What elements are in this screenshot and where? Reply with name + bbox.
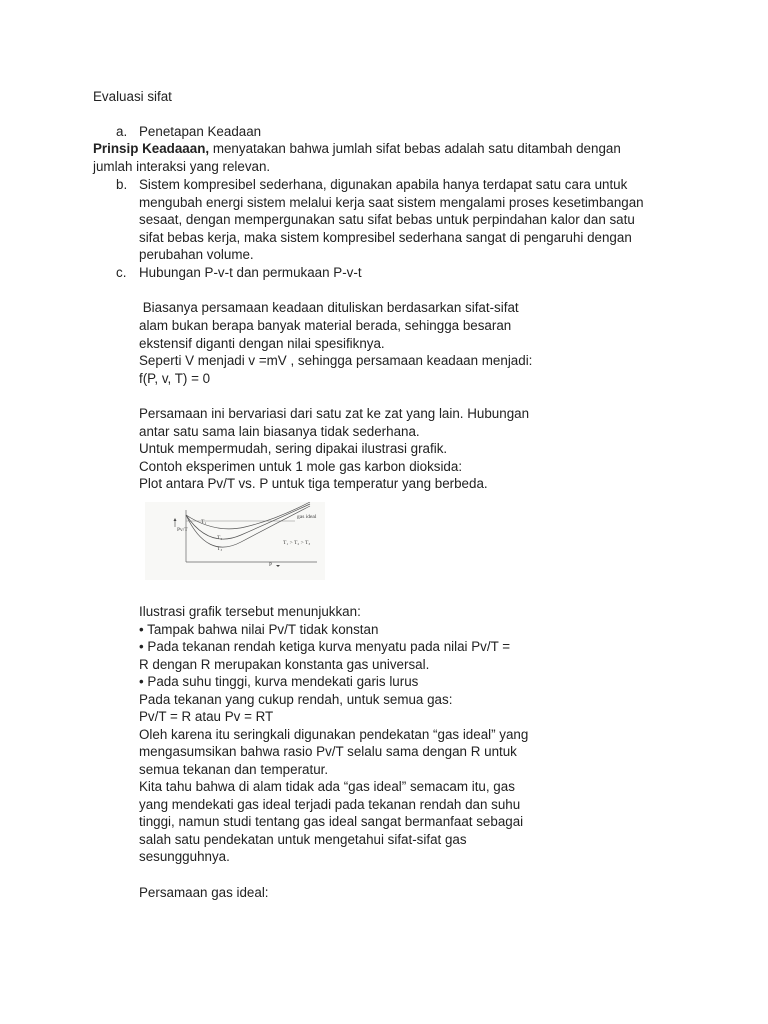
paragraph-line: Plot antara Pv/T vs. P untuk tiga temperatur yang berbeda.: [139, 476, 488, 491]
principle-line-2: jumlah interaksi yang relevan.: [93, 159, 271, 174]
item-b-line: sesaat, dengan mempergunakan satu sifat bebas untuk perpindahan kalor dan satu: [139, 212, 635, 227]
paragraph-line: tinggi, namun studi tentang gas ideal sangat bermanfaat sebagai: [139, 814, 524, 829]
paragraph-line: alam bukan berapa banyak material berada, sehingga besaran: [139, 318, 512, 333]
paragraph-line: yang mendekati gas ideal terjadi pada tekanan rendah dan suhu: [139, 796, 521, 812]
pvt-figure: [145, 502, 325, 580]
pvt-graph: [145, 502, 325, 580]
item-c-text: Hubungan P-v-t dan permukaan P-v-t: [139, 265, 362, 280]
equation-line: Pv/T = R atau Pv = RT: [139, 709, 274, 724]
ideal-gas-label: gas ideal: [297, 514, 317, 520]
paragraph-line: semua tekanan dan temperatur.: [139, 761, 329, 777]
item-b-line: perubahan volume.: [139, 247, 254, 262]
y-axis-label: Pv/T: [177, 527, 188, 533]
paragraph-line: mengasumsikan bahwa rasio Pv/T selalu sama dengan R untuk: [139, 744, 517, 759]
temperature-relation: T₁ > T₂ > T₃: [283, 540, 311, 546]
paragraph-line: Kita tahu bahwa di alam tidak ada “gas ideal” semacam itu, gas: [139, 779, 515, 794]
paragraph-line: Persamaan ini bervariasi dari satu zat ke zat yang lain. Hubungan: [139, 406, 530, 421]
paragraph-line: Contoh eksperimen untuk 1 mole gas karbon dioksida:: [139, 458, 463, 474]
item-a-text: Penetapan Keadaan: [139, 124, 262, 139]
paragraph-line: Untuk mempermudah, sering dipakai ilustrasi grafik.: [139, 441, 448, 456]
list-marker-a: a.: [116, 124, 128, 139]
paragraph-line: salah satu pendekatan untuk mengetahui sifat-sifat gas: [139, 831, 467, 847]
bullet-line: • Tampak bahwa nilai Pv/T tidak konstan: [139, 621, 379, 637]
curve-label-t3: T₃: [217, 546, 223, 552]
principle-term: Prinsip Keadaaan,: [93, 141, 210, 156]
principle-line-1: [93, 140, 621, 158]
item-b-line: sifat bebas kerja, maka sistem kompresibel sederhana sangat di pengaruhi dengan: [139, 229, 632, 245]
list-marker-c: c.: [116, 265, 127, 280]
curve-label-t1: T₁: [201, 519, 207, 525]
item-b-line: Sistem kompresibel sederhana, digunakan apabila hanya terdapat satu cara untuk: [139, 177, 628, 192]
final-heading: Persamaan gas ideal:: [139, 885, 269, 900]
paragraph-line: Pada tekanan yang cukup rendah, untuk semua gas:: [139, 691, 453, 707]
paragraph-line: Ilustrasi grafik tersebut menunjukkan:: [139, 604, 361, 619]
paragraph-line: Seperti V menjadi v =mV , sehingga persamaan keadaan menjadi:: [139, 353, 533, 368]
paragraph-line: R dengan R merupakan konstanta gas universal.: [139, 656, 430, 672]
paragraph-line: sesungguhnya.: [139, 849, 230, 864]
x-axis-label: P: [269, 562, 273, 568]
curve-label-t2: T₂: [217, 535, 223, 541]
bullet-line: • Pada tekanan rendah ketiga kurva menyatu pada nilai Pv/T =: [139, 639, 511, 654]
principle-definition: menyatakan bahwa jumlah sifat bebas adalah satu ditambah dengan: [209, 141, 621, 156]
paragraph-line: Biasanya persamaan keadaan dituliskan berdasarkan sifat-sifat: [139, 300, 519, 315]
paragraph-line: ekstensif diganti dengan nilai spesifiknya.: [139, 335, 385, 351]
item-b-line: mengubah energi sistem melalui kerja saat sistem mengalami proses kesetimbangan: [139, 194, 644, 210]
list-marker-b: b.: [116, 177, 128, 192]
document-title: Evaluasi sifat: [93, 89, 172, 104]
paragraph-line: antar satu sama lain biasanya tidak sederhana.: [139, 423, 420, 439]
bullet-line: • Pada suhu tinggi, kurva mendekati garis lurus: [139, 674, 419, 689]
equation-line: f(P, v, T) = 0: [139, 370, 211, 386]
paragraph-line: Oleh karena itu seringkali digunakan pendekatan “gas ideal” yang: [139, 726, 529, 742]
